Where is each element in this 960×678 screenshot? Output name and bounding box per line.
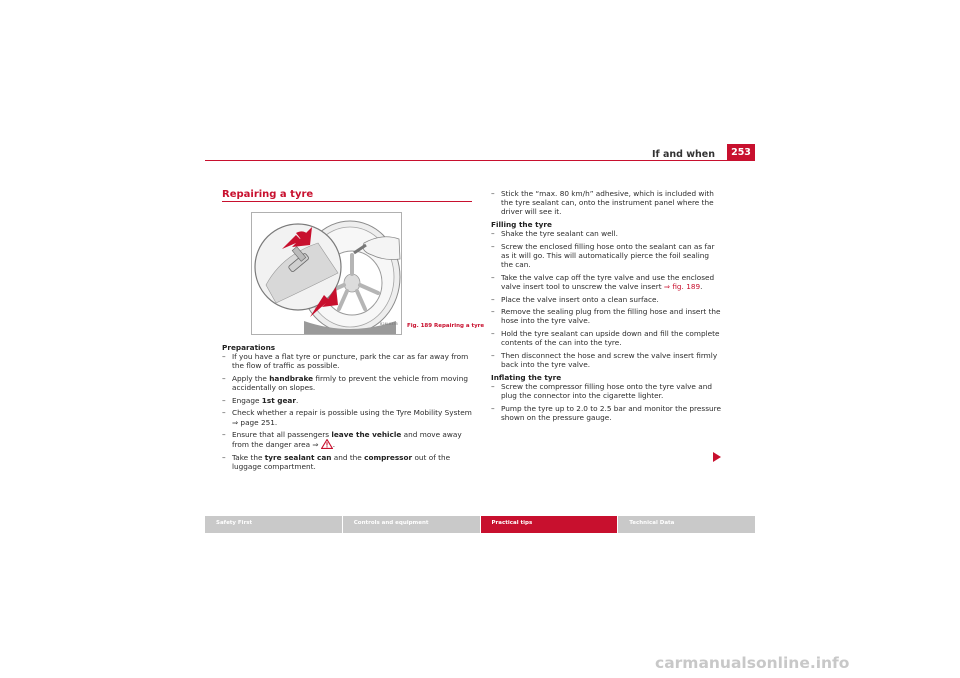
left-text-column	[222, 343, 477, 475]
page-reference-link[interactable]: ⇒ page 251	[232, 417, 275, 427]
figure-illustration	[251, 212, 402, 335]
inflating-heading: Inflating the tyre	[491, 372, 562, 382]
list-item: – Shake the tyre sealant can well.	[491, 229, 618, 239]
list-item: – Hold the tyre sealant can upside down and fill the complete contents of the can into the tyre.	[491, 328, 720, 348]
right-text-column	[491, 189, 721, 425]
tab-controls-and-equipment[interactable]: Controls and equipment	[343, 516, 481, 533]
list-item: – Apply the handbrake firmly to prevent the vehicle from moving accidentally on slopes.	[222, 374, 468, 393]
list-item: – Then disconnect the hose and screw the valve insert firmly back into the tyre valve.	[491, 350, 718, 369]
continue-arrow-icon[interactable]	[713, 452, 721, 462]
figure-reference-link[interactable]: ⇒ fig. 189	[663, 282, 701, 291]
list-item: – Place the valve insert onto a clean surface.	[491, 294, 659, 304]
section-title: Repairing a tyre	[222, 189, 314, 200]
section-divider	[222, 201, 472, 202]
list-item: – Pump the tyre up to 2.0 to 2.5 bar and monitor the pressure shown on the pressure gauge.	[491, 403, 721, 422]
footer-navigation	[205, 516, 755, 533]
figure-code: B2M-0335	[380, 322, 398, 326]
header-divider	[205, 160, 755, 161]
preparations-heading: Preparations	[222, 343, 276, 352]
tab-technical-data[interactable]: Technical Data	[618, 516, 755, 533]
tab-safety-first[interactable]: Safety First	[205, 516, 343, 533]
tab-practical-tips[interactable]: Practical tips	[481, 516, 619, 533]
list-item: – Stick the “max. 80 km/h” adhesive, which is included with the tyre sealant can, onto the instrument panel where the driver will see it.	[491, 189, 714, 217]
filling-heading: Filling the tyre	[491, 220, 552, 229]
warning-triangle-icon[interactable]	[321, 439, 333, 449]
page-header-title: If and when	[651, 149, 715, 160]
list-item: – Engage 1st gear.	[222, 395, 299, 405]
list-item: – Ensure that all passengers leave the vehicle and move away from the danger area ⇒ .	[222, 430, 462, 450]
list-item: – Screw the enclosed filling hose onto the sealant can as far as it will go. This will automatically pierce the foil sealing the can.	[491, 241, 715, 270]
list-item: – Take the tyre sealant can and the compressor out of the luggage compartment.	[222, 452, 451, 472]
list-item: – Check whether a repair is possible using the Tyre Mobility System ⇒ page 251.	[222, 408, 472, 427]
watermark: carmanualsonline.info	[655, 654, 850, 672]
page-number: 253	[727, 144, 755, 161]
list-item: – Take the valve cap off the tyre valve and use the enclosed valve insert tool to unscrew the valve insert ⇒ fig. 189.	[491, 272, 715, 291]
list-item: – Remove the sealing plug from the filling hose and insert the hose into the tyre valve.	[491, 307, 721, 326]
list-item: – Screw the compressor filling hose onto the tyre valve and plug the connector into the cigarette lighter.	[491, 381, 712, 400]
tyre-repair-illustration	[252, 213, 401, 334]
list-item: – If you have a flat tyre or puncture, park the car as far away from the flow of traffic as possible.	[222, 352, 469, 371]
figure-caption: Fig. 189 Repairing a tyre	[407, 323, 485, 329]
